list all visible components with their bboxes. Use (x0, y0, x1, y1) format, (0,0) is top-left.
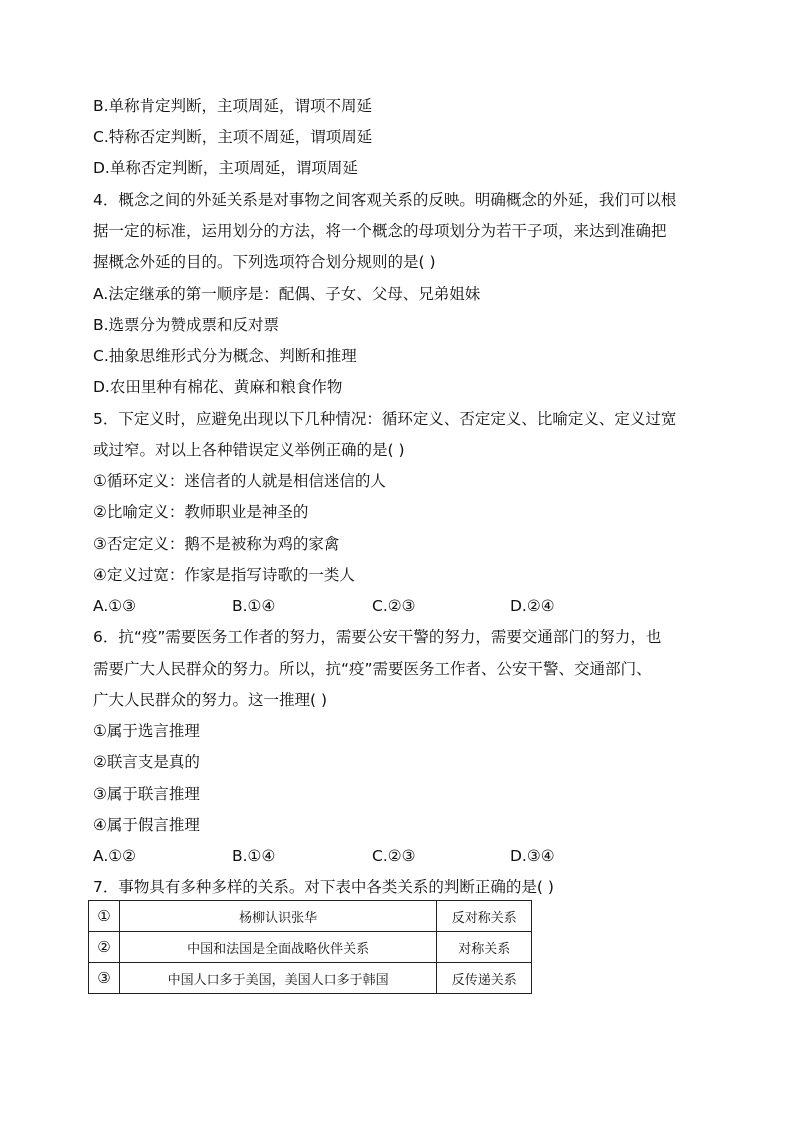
q5-option-a: A.①③ (93, 597, 137, 615)
q6-stem-line-1: 6．抗“疫”需要医务工作者的努力，需要公安干警的努力，需要交通部门的努力，也 (93, 628, 662, 646)
q6-item-2: ②联言支是真的 (93, 753, 200, 771)
relation-content: 中国人口多于美国，美国人口多于韩国 (119, 963, 437, 994)
q5-item-3: ③否定定义：鹅不是被称为鸡的家禽 (93, 535, 340, 553)
relation-kind: 反对称关系 (437, 901, 532, 932)
table-row (89, 901, 532, 932)
q5-option-d: D.②④ (510, 597, 555, 615)
q6-stem-line-3: 广大人民群众的努力。这一推理( ) (93, 691, 328, 709)
q3-option-c: C.特称否定判断，主项不周延，谓项周延 (93, 128, 373, 146)
row-number: ③ (89, 963, 120, 994)
q4-stem-line-2: 据一定的标准，运用划分的方法，将一个概念的母项划分为若干子项，来达到准确把 (93, 222, 667, 240)
q7-stem: 7．事物具有多种多样的关系。对下表中各类关系的判断正确的是( ) (93, 878, 554, 896)
q5-stem-line-2: 或过窄。对以上各种错误定义举例正确的是( ) (93, 441, 405, 459)
row-number: ① (89, 901, 120, 932)
q6-option-d: D.③④ (510, 847, 555, 865)
q5-item-2: ②比喻定义：教师职业是神圣的 (93, 503, 309, 521)
q6-item-3: ③属于联言推理 (93, 785, 200, 803)
row-number: ② (89, 932, 120, 963)
relation-table (88, 900, 532, 994)
q4-stem-line-1: 4．概念之间的外延关系是对事物之间客观关系的反映。明确概念的外延，我们可以根 (93, 191, 677, 209)
q5-item-4: ④定义过宽：作家是指写诗歌的一类人 (93, 566, 355, 584)
relation-kind: 反传递关系 (437, 963, 532, 994)
q5-option-c: C.②③ (372, 597, 416, 615)
q6-option-a: A.①② (93, 847, 137, 865)
q6-item-4: ④属于假言推理 (93, 816, 200, 834)
q6-option-b: B.①④ (232, 847, 276, 865)
q5-item-1: ①循环定义：迷信者的人就是相信迷信的人 (93, 472, 386, 490)
q4-option-d: D.农田里种有棉花、黄麻和粮食作物 (93, 378, 343, 396)
q3-option-d: D.单称否定判断，主项周延，谓项周延 (93, 159, 358, 177)
q4-option-a: A.法定继承的第一顺序是：配偶、子女、父母、兄弟姐妹 (93, 285, 481, 303)
q6-options (93, 846, 713, 866)
q6-item-1: ①属于选言推理 (93, 722, 200, 740)
q4-option-b: B.选票分为赞成票和反对票 (93, 316, 280, 334)
q5-option-b: B.①④ (232, 597, 276, 615)
q4-option-c: C.抽象思维形式分为概念、判断和推理 (93, 347, 357, 365)
table-row (89, 932, 532, 963)
q5-options (93, 596, 713, 616)
q5-stem-line-1: 5．下定义时，应避免出现以下几种情况：循环定义、否定定义、比喻定义、定义过宽 (93, 410, 677, 428)
q6-stem-line-2: 需要广大人民群众的努力。所以，抗“疫”需要医务工作者、公安干警、交通部门、 (93, 660, 652, 678)
q6-option-c: C.②③ (372, 847, 416, 865)
q3-option-b: B.单称肯定判断，主项周延，谓项不周延 (93, 97, 373, 115)
table-row (89, 963, 532, 994)
relation-kind: 对称关系 (437, 932, 532, 963)
q4-stem-line-3: 握概念外延的目的。下列选项符合划分规则的是( ) (93, 253, 436, 271)
relation-content: 中国和法国是全面战略伙伴关系 (119, 932, 437, 963)
relation-content: 杨柳认识张华 (119, 901, 437, 932)
